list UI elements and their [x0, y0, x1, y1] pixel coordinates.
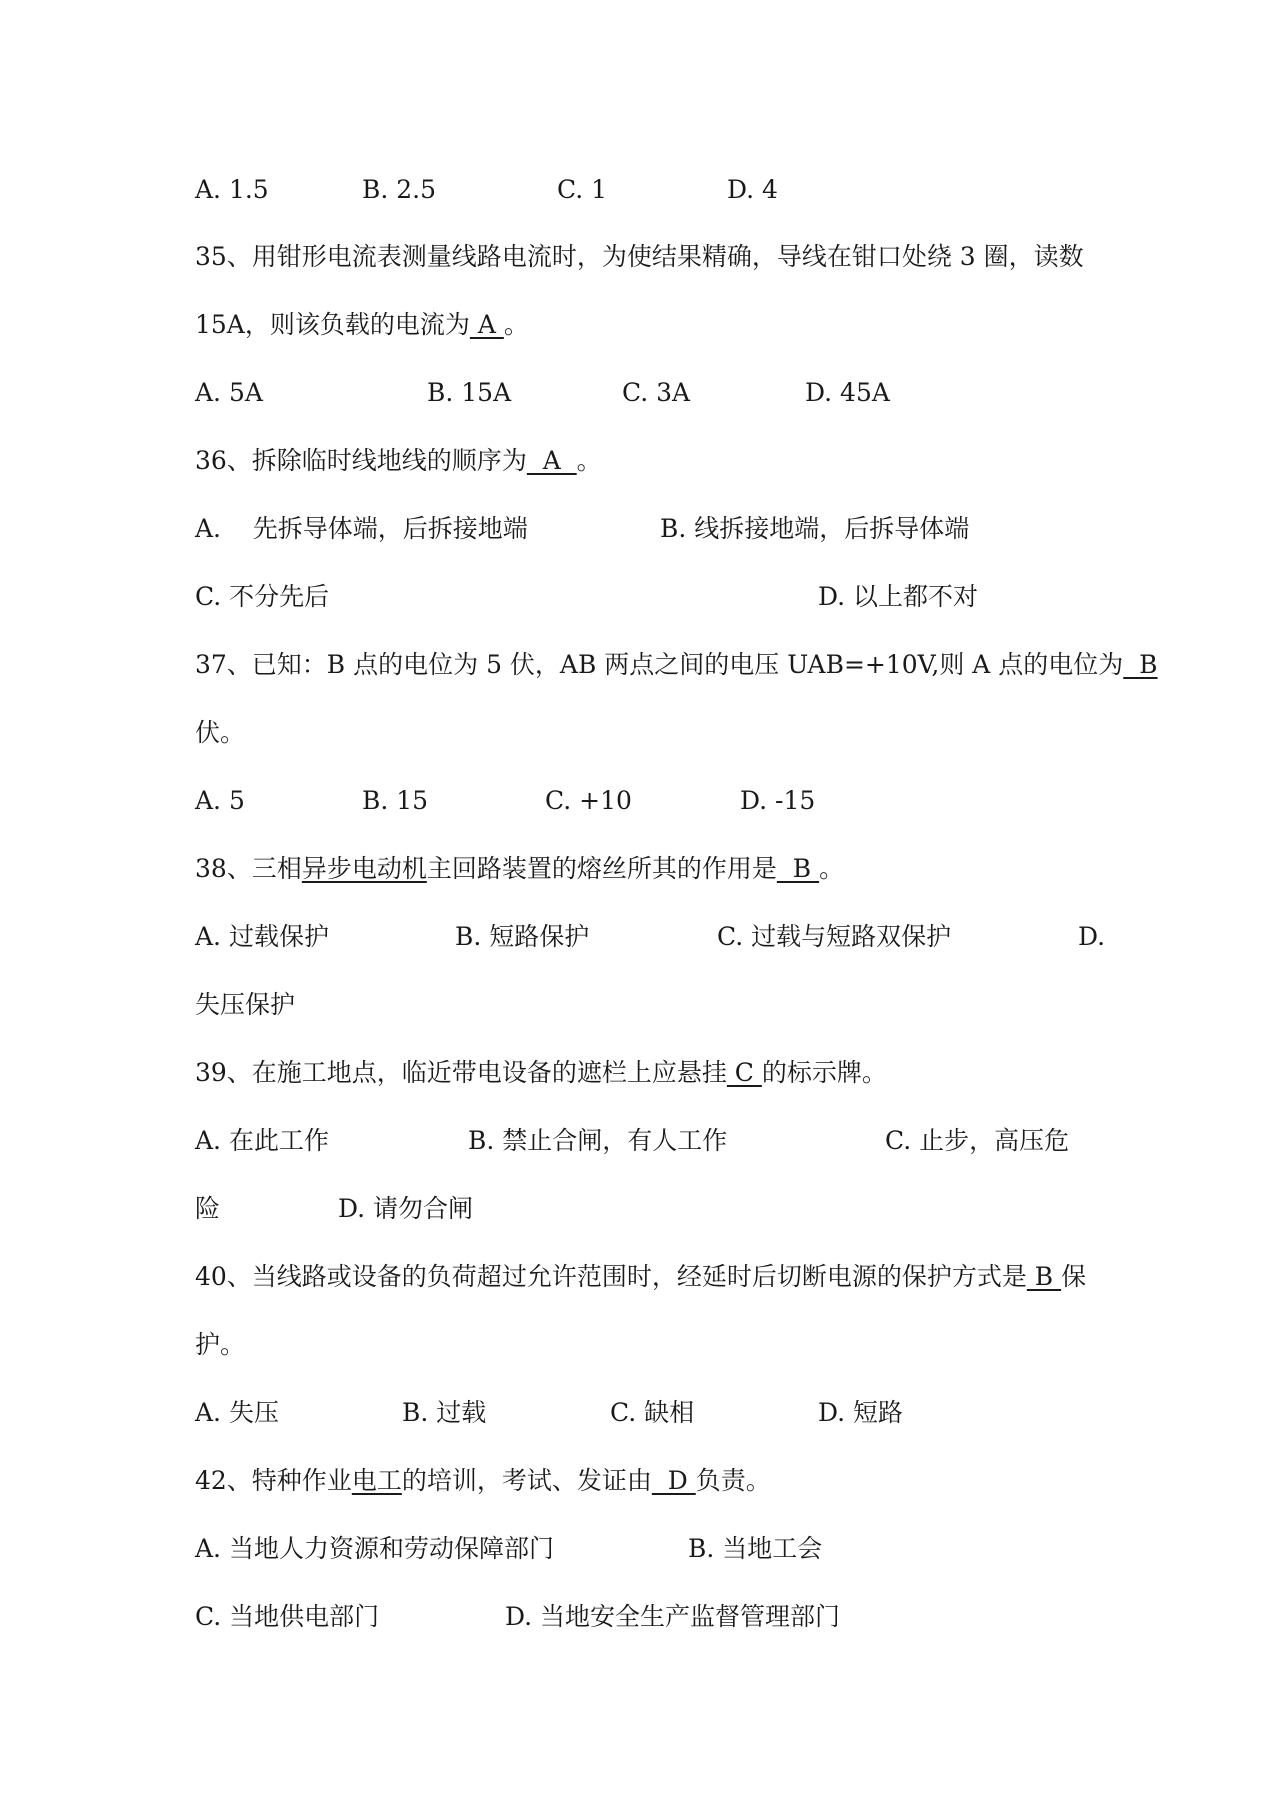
q37-stem-line1: 37、已知：B 点的电位为 5 伏，AB 两点之间的电压 UAB=+10V,则 A 点的电位为 B	[195, 650, 1158, 679]
q38-option-c: C. 过载与短路双保护	[717, 922, 952, 951]
q40-option-c: C. 缺相	[610, 1398, 695, 1427]
q38-answer: B	[776, 854, 820, 883]
q40-option-a: A. 失压	[195, 1398, 279, 1427]
q34-option-d: D. 4	[727, 175, 778, 204]
q40-option-d: D. 短路	[818, 1398, 904, 1427]
q34-option-c: C. 1	[557, 175, 608, 204]
q39-option-c: C. 止步，高压危	[885, 1126, 1070, 1155]
q39-option-c-cont: 险	[195, 1194, 221, 1223]
q38-option-a: A. 过载保护	[195, 922, 329, 951]
q39-option-d: D. 请勿合闸	[338, 1194, 474, 1223]
q39-answer: C	[726, 1058, 762, 1087]
q34-option-a: A. 1.5	[195, 175, 269, 204]
q40-stem-line1: 40、当线路或设备的负荷超过允许范围时，经延时后切断电源的保护方式是 B 保	[195, 1262, 1087, 1291]
q35-option-b: B. 15A	[427, 378, 512, 407]
q36-stem: 36、拆除临时线地线的顺序为 A 。	[195, 446, 602, 475]
q35-option-a: A. 5A	[195, 378, 263, 407]
q37-stem-line2: 伏。	[195, 718, 246, 747]
q35-stem-line1: 35、用钳形电流表测量线路电流时，为使结果精确，导线在钳口处绕 3 圈，读数	[195, 242, 1084, 271]
q39-option-b: B. 禁止合闸，有人工作	[468, 1126, 728, 1155]
q37-option-d: D. -15	[740, 786, 816, 815]
q35-answer: A	[469, 310, 504, 339]
q38-stem: 38、三相异步电动机主回路装置的熔丝所其的作用是 B 。	[195, 854, 845, 883]
q36-option-d: D. 以上都不对	[818, 582, 979, 611]
q39-option-a: A. 在此工作	[195, 1126, 329, 1155]
q40-answer: B	[1026, 1262, 1062, 1291]
q42-option-d: D. 当地安全生产监督管理部门	[505, 1602, 841, 1631]
q37-option-a: A. 5	[195, 786, 245, 815]
q38-option-d-cont: 失压保护	[195, 990, 296, 1019]
q34-option-b: B. 2.5	[362, 175, 437, 204]
q37-option-c: C. +10	[545, 786, 632, 815]
q36-answer: A	[526, 446, 577, 475]
q42-stem: 42、特种作业电工的培训，考试、发证由 D 负责。	[195, 1466, 771, 1495]
q38-option-d: D.	[1078, 922, 1106, 951]
q36-option-b: B. 线拆接地端，后拆导体端	[660, 514, 970, 543]
q42-option-b: B. 当地工会	[688, 1534, 823, 1563]
q42-option-a: A. 当地人力资源和劳动保障部门	[195, 1534, 554, 1563]
q42-answer: D	[651, 1466, 696, 1495]
q36-option-a: A. 先拆导体端，后拆接地端	[195, 514, 528, 543]
q35-option-c: C. 3A	[622, 378, 691, 407]
q39-stem: 39、在施工地点，临近带电设备的遮栏上应悬挂 C 的标示牌。	[195, 1058, 887, 1087]
q37-answer: B	[1123, 650, 1158, 679]
q36-option-c: C. 不分先后	[195, 582, 330, 611]
q40-stem-line2: 护。	[195, 1330, 246, 1359]
q35-option-d: D. 45A	[805, 378, 890, 407]
q37-option-b: B. 15	[362, 786, 429, 815]
q42-option-c: C. 当地供电部门	[195, 1602, 380, 1631]
q40-option-b: B. 过载	[402, 1398, 487, 1427]
q35-stem-line2: 15A，则该负载的电流为 A 。	[195, 310, 529, 339]
q38-option-b: B. 短路保护	[455, 922, 590, 951]
